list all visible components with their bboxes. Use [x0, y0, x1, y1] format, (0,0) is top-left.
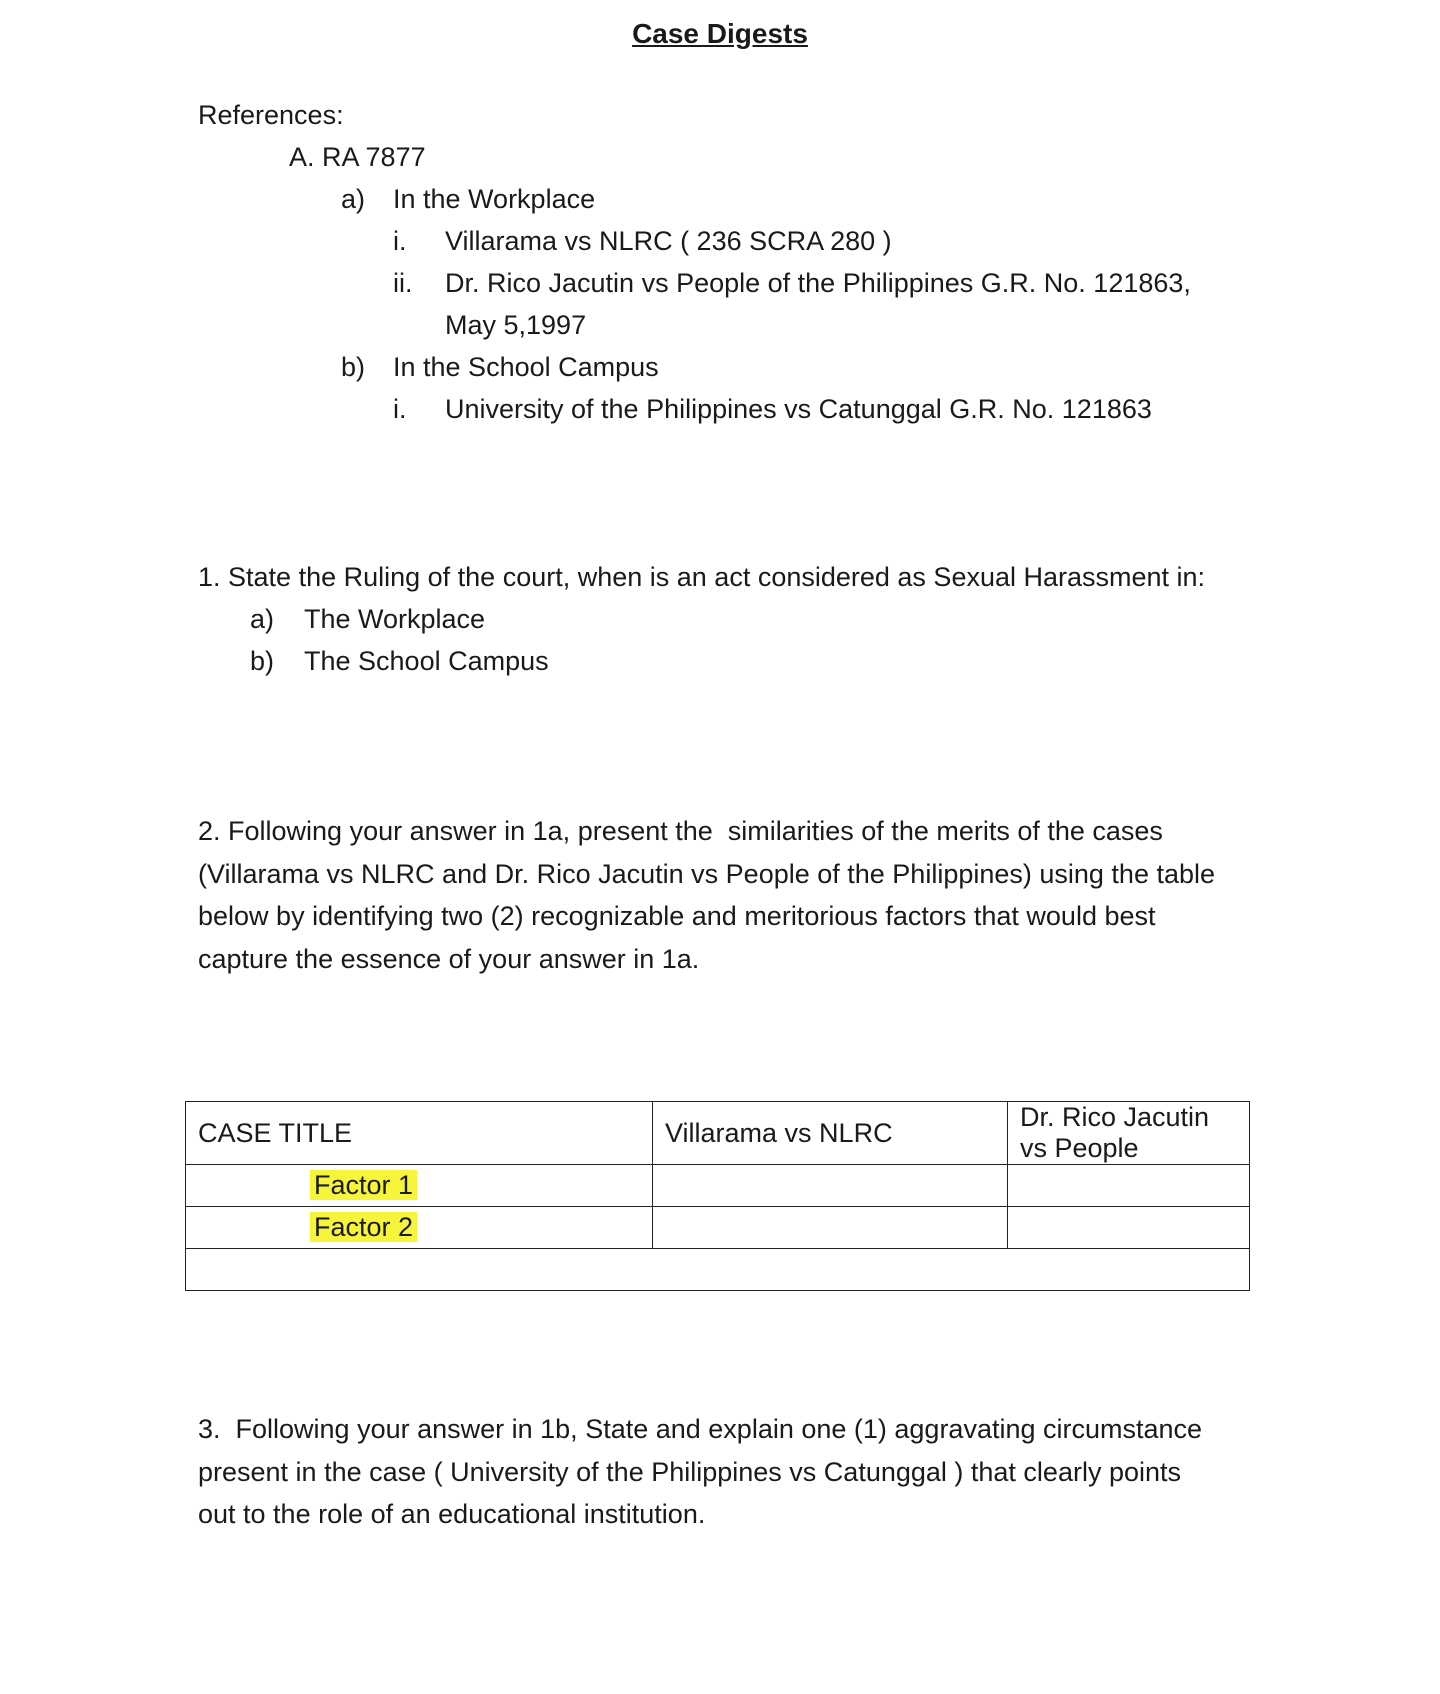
question-3	[198, 1408, 1238, 1536]
question-3-line: present in the case ( University of the Philippines vs Catunggal ) that clearly points	[198, 1456, 1181, 1487]
case-villarama: Villarama vs NLRC ( 236 SCRA 280 )	[445, 226, 892, 256]
question-1-item-workplace: The Workplace	[304, 604, 486, 634]
references-heading: References:	[198, 100, 344, 130]
table-row	[186, 1207, 1250, 1249]
list-marker: i.	[393, 394, 407, 424]
factor-cell	[186, 1165, 653, 1207]
empty-merged-cell[interactable]	[186, 1249, 1250, 1291]
header-jacutin: Dr. Rico Jacutin vs People	[1008, 1102, 1250, 1165]
question-3-line: 3. Following your answer in 1b, State and explain one (1) aggravating circumstance	[198, 1414, 1203, 1444]
question-2-line: capture the essence of your answer in 1a.	[198, 943, 700, 974]
answer-cell[interactable]	[653, 1207, 1008, 1249]
case-catunggal: University of the Philippines vs Catunggal G.R. No. 121863	[445, 394, 1152, 424]
question-2-line: below by identifying two (2) recognizable and meritorious factors that would best	[198, 901, 1156, 931]
table-row-empty	[186, 1249, 1250, 1291]
question-2-line: (Villarama vs NLRC and Dr. Rico Jacutin vs People of the Philippines) using the table	[198, 858, 1216, 889]
header-case-title: CASE TITLE	[186, 1102, 653, 1165]
factor-cell	[186, 1207, 653, 1249]
factor-2-label: Factor 2	[310, 1212, 417, 1242]
table-row	[186, 1165, 1250, 1207]
page-title: Case Digests	[632, 18, 808, 49]
question-3-line: out to the role of an educational institution.	[198, 1499, 706, 1529]
question-2-line: 2. Following your answer in 1a, present the similarities of the merits of the cases	[198, 816, 1163, 846]
case-comparison-table	[185, 1101, 1250, 1291]
list-marker: a)	[341, 184, 366, 214]
case-jacutin: Dr. Rico Jacutin vs People of the Philippines G.R. No. 121863,	[445, 268, 1191, 298]
table-header-row	[186, 1102, 1250, 1165]
reference-a: A. RA 7877	[289, 142, 426, 172]
question-1-text: 1. State the Ruling of the court, when is an act considered as Sexual Harassment in:	[198, 562, 1206, 592]
list-marker: i.	[393, 226, 407, 256]
case-jacutin-date: May 5,1997	[445, 310, 587, 340]
header-villarama: Villarama vs NLRC	[653, 1102, 1008, 1165]
reference-b-school: In the School Campus	[393, 352, 659, 382]
list-marker: a)	[250, 604, 275, 634]
factor-1-label: Factor 1	[310, 1170, 417, 1200]
reference-a-workplace: In the Workplace	[393, 184, 596, 214]
list-marker: ii.	[393, 268, 413, 298]
answer-cell[interactable]	[1008, 1207, 1250, 1249]
answer-cell[interactable]	[1008, 1165, 1250, 1207]
answer-cell[interactable]	[653, 1165, 1008, 1207]
question-2	[198, 810, 1238, 980]
list-marker: b)	[250, 646, 275, 676]
list-marker: b)	[341, 352, 366, 382]
question-1-item-school: The School Campus	[304, 646, 549, 676]
